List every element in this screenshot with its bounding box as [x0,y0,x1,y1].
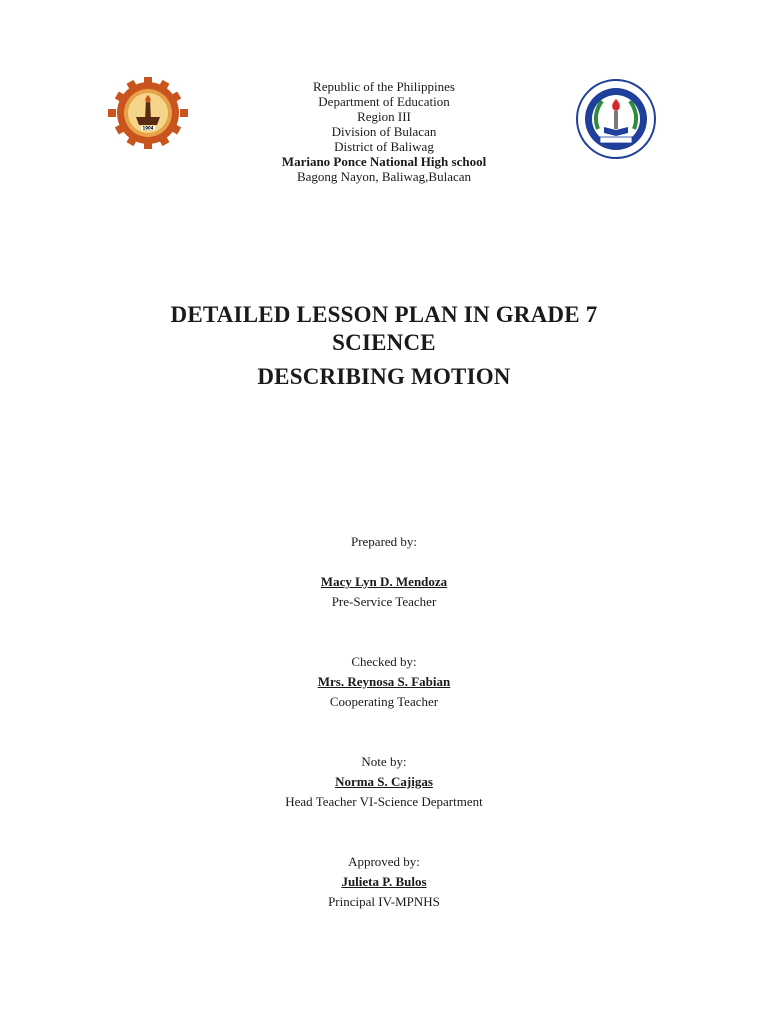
signatory-name: Julieta P. Bulos [341,874,427,889]
signatory-position: Cooperating Teacher [329,694,439,709]
header-district: District of Baliwag [334,139,434,154]
signatory-name: Mrs. Reynosa S. Fabian [317,674,451,689]
header-school-address: Bagong Nayon, Baliwag,Bulacan [296,169,471,184]
signatory-label: Checked by: [351,654,417,669]
header-division: Division of Bulacan [331,124,437,139]
header-department: Department of Education [318,94,450,109]
title-line-1: DETAILED LESSON PLAN IN GRADE 7 [170,302,598,327]
signatory-name: Norma S. Cajigas [335,774,433,789]
signatory-label: Prepared by: [350,534,418,549]
signatory-position: Pre-Service Teacher [331,594,437,609]
header-school-name: Mariano Ponce National High school [281,154,487,169]
document-title [0,301,768,391]
document-header [0,79,768,184]
signatory-prepared [0,532,768,612]
signatory-approved [0,852,768,912]
signatory-position: Head Teacher VI-Science Department [285,794,483,809]
title-line-2: SCIENCE [332,330,436,355]
signatory-label: Approved by: [348,854,420,869]
svg-text:1904: 1904 [142,125,154,131]
signatory-position: Principal IV-MPNHS [328,894,440,909]
header-country: Republic of the Philippines [313,79,455,94]
signatory-name: Macy Lyn D. Mendoza [320,574,448,589]
signatory-noted [0,752,768,812]
header-region: Region III [357,109,411,124]
title-topic: DESCRIBING MOTION [257,364,511,389]
signatory-label: Note by: [361,754,407,769]
signatory-checked [0,652,768,712]
